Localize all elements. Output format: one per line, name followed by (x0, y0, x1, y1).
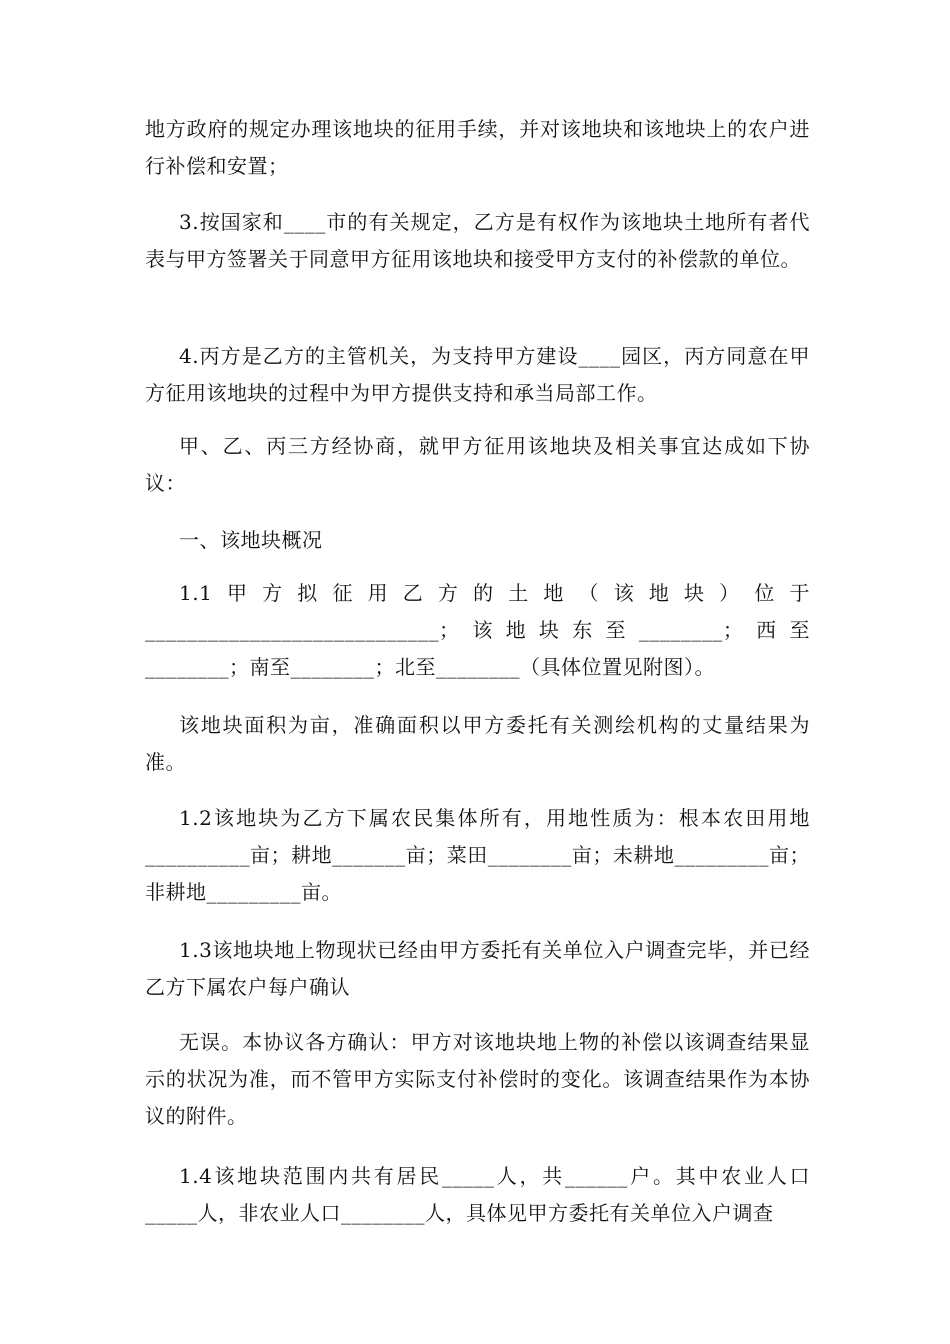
paragraph-clause-4: 4.丙方是乙方的主管机关，为支持甲方建设____园区，丙方同意在甲方征用该地块的过程中为甲方提供支持和承当局部工作。 (145, 344, 810, 405)
paragraph-area: 该地块面积为亩，准确面积以甲方委托有关测绘机构的丈量结果为准。 (145, 713, 810, 774)
paragraph-continuation: 地方政府的规定办理该地块的征用手续，并对该地块和该地块上的农户进行补偿和安置； (145, 117, 810, 178)
paragraph-confirmation: 无误。本协议各方确认：甲方对该地块地上物的补偿以该调查结果显示的状况为准，而不管甲方实际支付补偿时的变化。该调查结果作为本协议的附件。 (145, 1030, 810, 1128)
paragraph-1-1: 1.1甲方拟征用乙方的土地（该地块）位于____________________________；该地块东至________；西至________；南至________；北至________（具体位置见附图）。 (145, 581, 810, 679)
paragraph-1-4: 1.4该地块范围内共有居民_____人，共______户。其中农业人口_____人，非农业人口________人，具体见甲方委托有关单位入户调查 (145, 1164, 810, 1225)
paragraph-1-3: 1.3该地块地上物现状已经由甲方委托有关单位入户调查完毕，并已经乙方下属农户每户确认 (145, 938, 810, 999)
paragraph-agreement-intro: 甲、乙、丙三方经协商，就甲方征用该地块及相关事宜达成如下协议： (145, 434, 810, 495)
paragraph-clause-3: 3.按国家和____市的有关规定，乙方是有权作为该地块土地所有者代表与甲方签署关于同意甲方征用该地块和接受甲方支付的补偿款的单位。 (145, 210, 810, 271)
paragraph-1-2: 1.2该地块为乙方下属农民集体所有，用地性质为：根本农田用地__________亩；耕地_______亩；菜田________亩；未耕地_________亩；非耕地_________亩。 (145, 806, 810, 904)
section-heading-1: 一、该地块概况 (179, 528, 323, 552)
